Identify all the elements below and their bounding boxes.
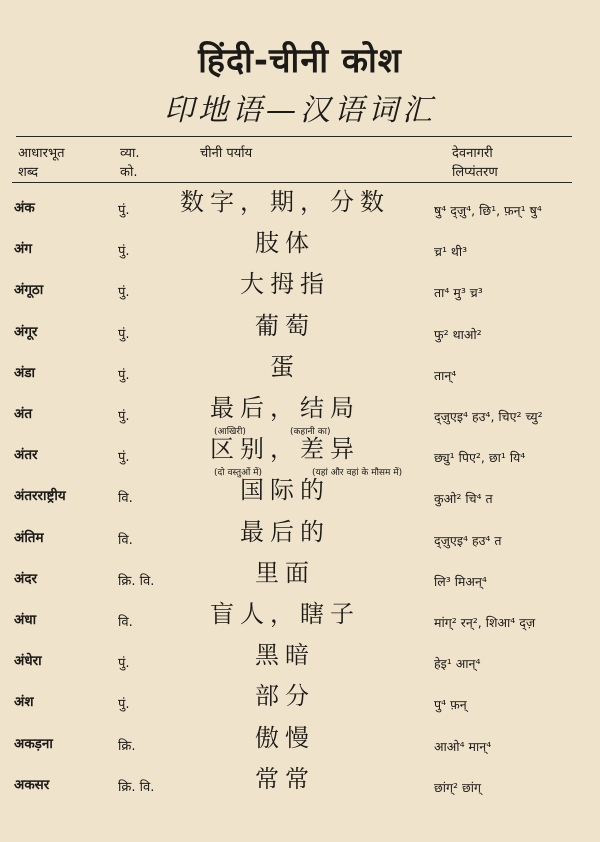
entry-chinese: 大拇指 — [240, 270, 330, 299]
entry-grammar: पुं. — [118, 367, 130, 383]
entry-grammar: पुं. — [118, 244, 130, 260]
entry-romanization: कुओ² चि⁴ त — [434, 491, 493, 507]
entry-romanization: आओ⁴ मान्⁴ — [434, 738, 492, 754]
entry-romanization: पु⁴ फ़न् — [434, 697, 467, 713]
entry-grammar: पुं. — [118, 656, 130, 672]
entry-chinese: 里面 — [255, 558, 315, 587]
entry-usage-note: (यहां और वहां के मौसम में) — [312, 468, 403, 479]
header-base-word: आधारभूत शब्द — [18, 146, 65, 180]
entry-grammar: क्रि. — [118, 738, 136, 754]
entry-romanization: हेइ¹ आन्⁴ — [434, 656, 481, 672]
page-subtitle: 印地语—汉语词汇 — [164, 93, 436, 128]
page-title: हिंदी-चीनी कोश — [198, 41, 402, 81]
entry-word: अंगूर — [14, 323, 38, 340]
entry-romanization: मांग्² रन्², शिआ⁴ द्ज़ — [434, 615, 536, 630]
entry-word: अंश — [14, 694, 34, 711]
entry-chinese: 区别，差异 — [210, 435, 360, 464]
entry-grammar: पुं. — [118, 326, 130, 342]
entry-chinese: 蛋 — [270, 352, 300, 381]
header-chinese: चीनी पर्याय — [200, 146, 253, 161]
entry-grammar: वि. — [118, 615, 133, 630]
entry-grammar: पुं. — [118, 697, 130, 713]
entry-grammar: पुं. — [118, 203, 130, 218]
header-grammar: व्या. को. — [120, 146, 140, 180]
entry-word: अंत — [14, 406, 33, 422]
entry-romanization: च्र¹ थी³ — [434, 244, 468, 260]
entry-romanization: द्ज़ुएइ⁴ हउ⁴, चिए² च्यु² — [434, 409, 543, 424]
entry-word: अंदर — [14, 570, 38, 587]
entry-usage-note: (आखिरी) — [214, 427, 246, 437]
entry-chinese: 盲人，瞎子 — [210, 600, 360, 628]
entry-grammar: वि. — [118, 491, 133, 507]
entry-grammar: पुं. — [118, 285, 130, 301]
entry-chinese: 最后，结局 — [210, 394, 360, 422]
entry-chinese: 常常 — [255, 764, 315, 793]
entry-word: अकसर — [14, 776, 50, 793]
entry-romanization: लि³ मिअन्⁴ — [434, 573, 487, 589]
entry-grammar: पुं. — [118, 409, 130, 424]
entry-romanization: छांग्² छांग् — [434, 779, 482, 795]
entry-chinese: 肢体 — [255, 229, 315, 258]
entry-romanization: षु⁴ द्ज़ु⁴, छि¹, फ़न्¹ षु⁴ — [434, 203, 542, 218]
entry-romanization: तान्⁴ — [434, 367, 457, 383]
entry-chinese: 傲慢 — [255, 723, 315, 752]
entry-romanization: छ्यु¹ पिए², छा¹ यि⁴ — [434, 450, 526, 466]
entry-chinese: 黑暗 — [255, 641, 315, 670]
entry-chinese: 部分 — [255, 682, 315, 711]
entry-chinese: 国际的 — [240, 476, 330, 505]
entry-word: अंतरराष्ट्रीय — [14, 488, 66, 505]
entry-word: अंतिम — [14, 529, 44, 546]
entry-word: अंक — [14, 200, 35, 216]
list-item — [0, 764, 600, 819]
entry-grammar: वि. — [118, 532, 133, 548]
entry-romanization: फु² थाओ² — [434, 326, 482, 342]
entry-usage-note: (कहानी का) — [290, 427, 331, 437]
entry-grammar: क्रि. वि. — [118, 573, 155, 589]
entry-chinese: 葡萄 — [255, 311, 315, 340]
entry-word: अंगूठा — [14, 282, 44, 299]
entry-chinese: 数字，期，分数 — [180, 188, 390, 216]
entry-word: अंतर — [14, 447, 38, 464]
entry-word: अंधा — [14, 612, 37, 628]
entry-word: अंग — [14, 241, 32, 258]
entry-grammar: पुं. — [118, 450, 130, 466]
entry-chinese: 最后的 — [240, 517, 330, 546]
entry-word: अकड़ना — [14, 735, 53, 752]
entry-usage-note: (दो वस्तुओं में) — [214, 468, 263, 479]
entry-word: अंधेरा — [14, 653, 42, 670]
entry-romanization: द्ज़ुएइ⁴ हउ⁴ त — [434, 532, 502, 548]
entry-word: अंडा — [14, 364, 36, 381]
header-romanization: देवनागरी लिप्यंतरण — [452, 146, 498, 180]
entry-romanization: ता⁴ मु³ च्र³ — [434, 285, 483, 301]
header-top-rule — [16, 136, 572, 137]
entry-grammar: क्रि. वि. — [118, 779, 155, 795]
